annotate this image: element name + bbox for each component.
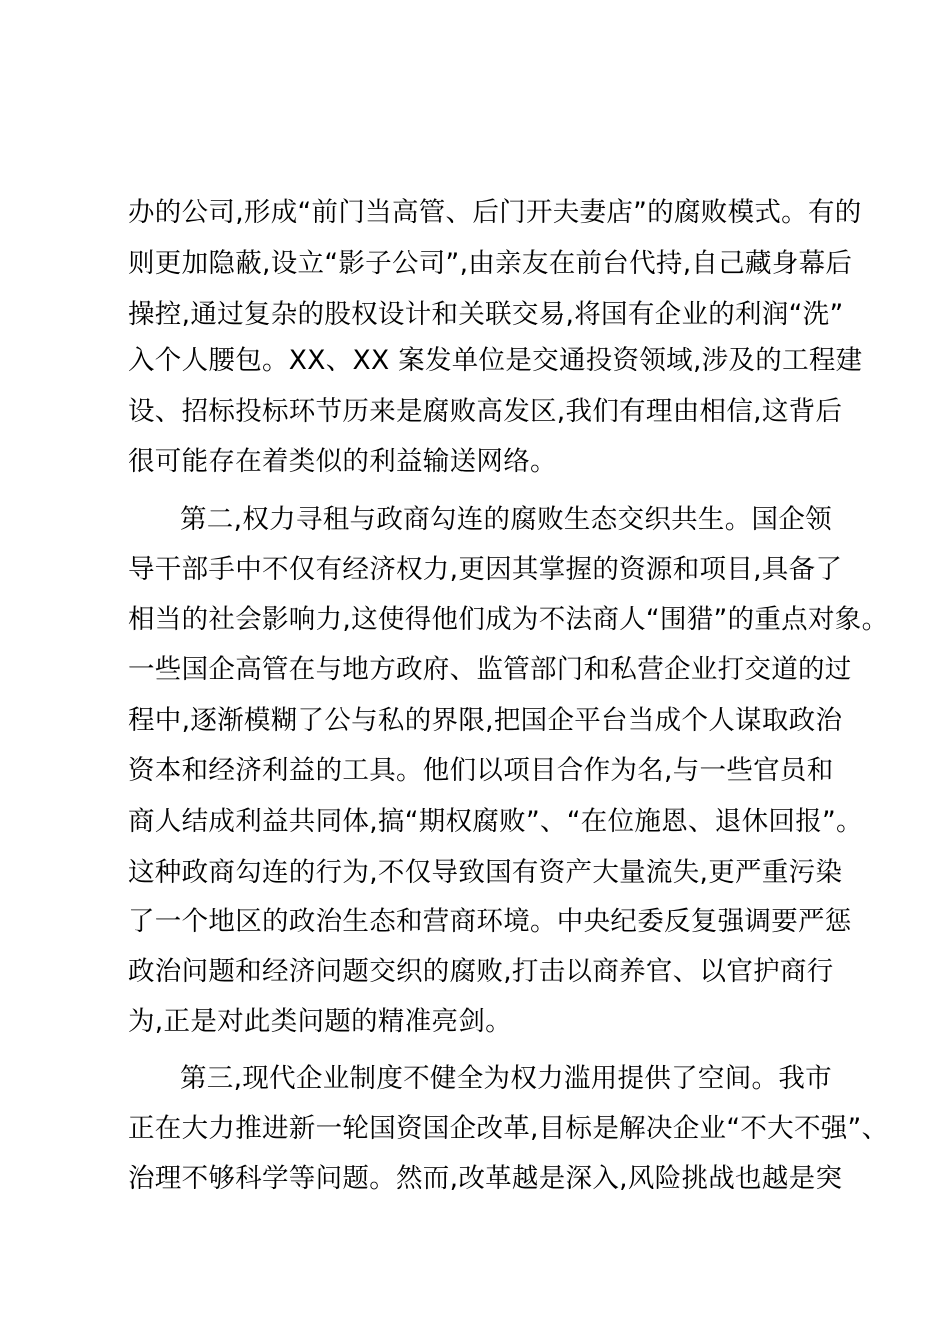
paragraph-1-line-5: 设、招标投标环节历来是腐败高发区,我们有理由相信,这背后 [128,396,843,427]
paragraph-2-line-5: 程中,逐渐模糊了公与私的界限,把国企平台当成个人谋取政治 [128,705,843,736]
paragraph-1-line-3: 操控,通过复杂的股权设计和关联交易,将国有企业的利润“洗” [128,299,844,330]
paragraph-1-line-1: 办的公司,形成“前门当高管、后门开夫妻店”的腐败模式。有的 [128,197,862,228]
paragraph-2-line-11: 为,正是对此类问题的精准亮剑。 [128,1006,512,1037]
paragraph-1-line-2: 则更加隐蔽,设立“影子公司”,由亲友在前台代持,自己藏身幕后 [128,248,853,279]
paragraph-3-line-1: 第三,现代企业制度不健全为权力滥用提供了空间。我市 [180,1063,832,1094]
paragraph-2-line-2: 导干部手中不仅有经济权力,更因其掌握的资源和项目,具备了 [128,554,843,585]
paragraph-2-line-8: 这种政商勾连的行为,不仅导致国有资产大量流失,更严重污染 [128,857,843,888]
paragraph-3-line-2: 正在大力推进新一轮国资国企改革,目标是解决企业“不大不强”、 [128,1113,889,1144]
paragraph-2-line-6: 资本和经济利益的工具。他们以项目合作为名,与一些官员和 [128,755,834,786]
paragraph-2-line-10: 政治问题和经济问题交织的腐败,打击以商养官、以官护商行 [128,956,834,987]
paragraph-2-line-9: 了一个地区的政治生态和营商环境。中央纪委反复强调要严惩 [128,906,852,937]
paragraph-2-line-1: 第二,权力寻租与政商勾连的腐败生态交织共生。国企领 [180,504,832,535]
paragraph-2-line-4: 一些国企高管在与地方政府、监管部门和私营企业打交道的过 [128,654,852,685]
paragraph-1-line-6: 很可能存在着类似的利益输送网络。 [128,446,557,477]
paragraph-1-line-4: 入个人腰包。XX、XX 案发单位是交通投资领域,涉及的工程建 [128,345,863,376]
paragraph-2-line-7: 商人结成利益共同体,搞“期权腐败”、“在位施恩、退休回报”。 [128,806,863,837]
paragraph-2-line-3: 相当的社会影响力,这使得他们成为不法商人“围猎”的重点对象。 [128,604,889,635]
paragraph-3-line-3: 治理不够科学等问题。然而,改革越是深入,风险挑战也越是突 [128,1163,843,1194]
